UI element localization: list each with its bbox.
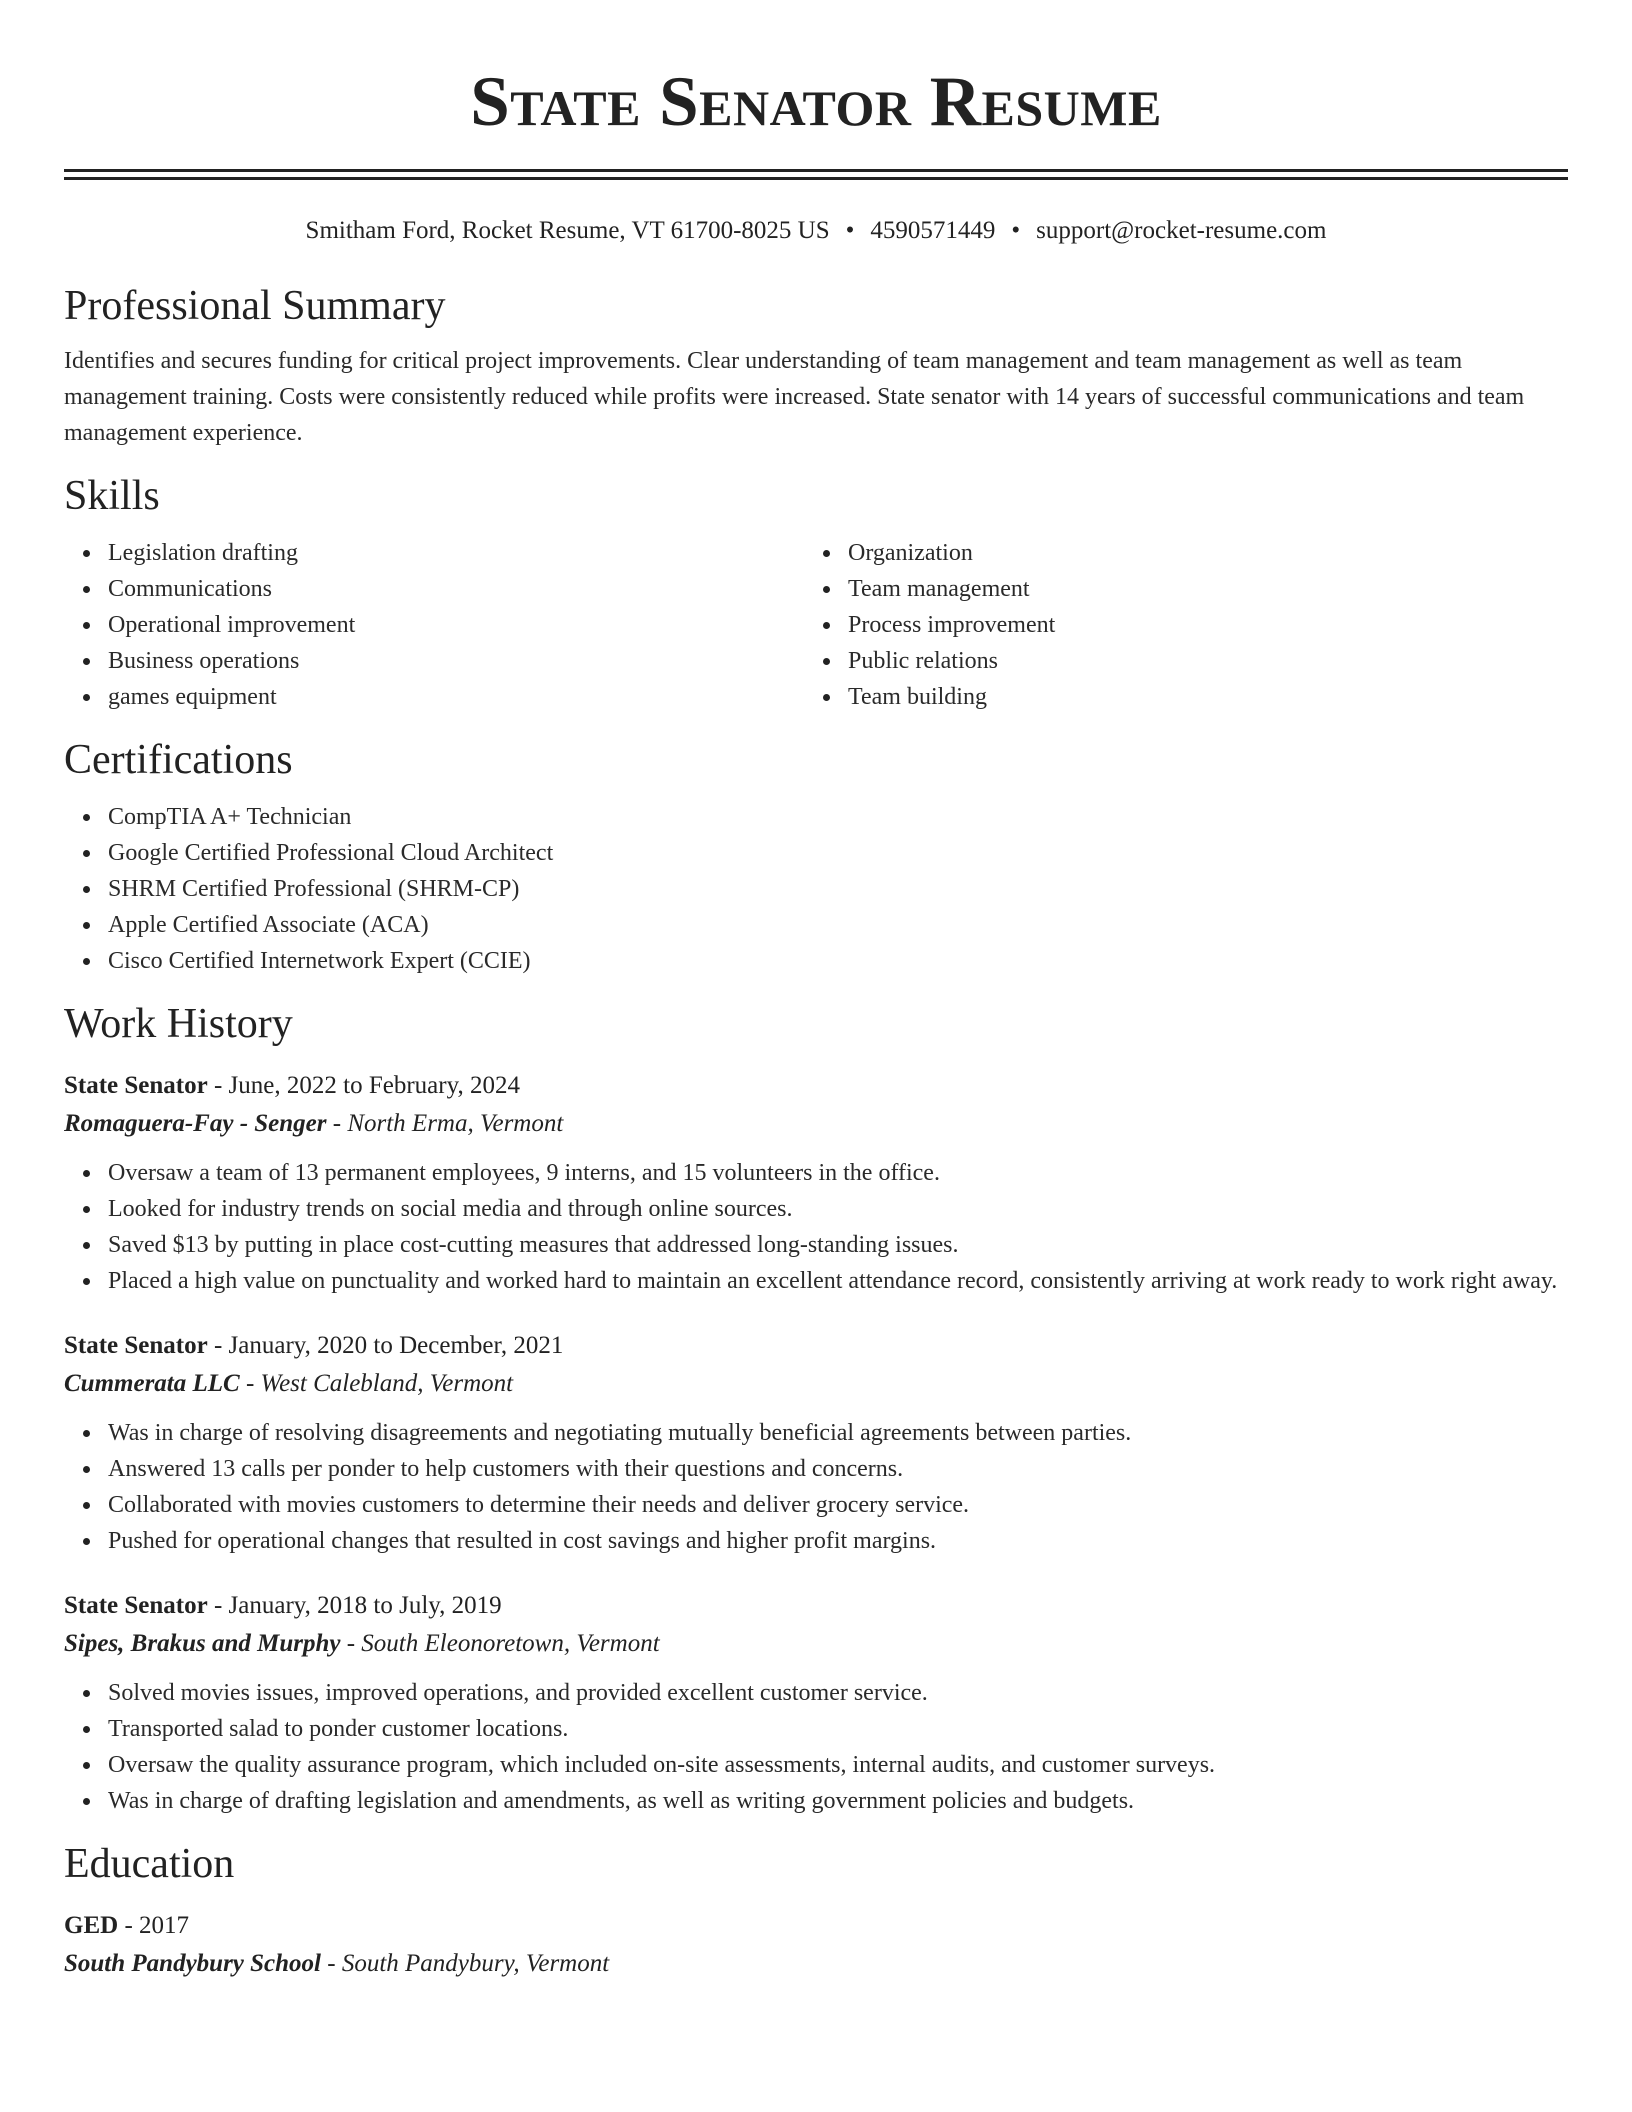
job-bullet: Answered 13 calls per ponder to help customers with their questions and concerns. [108,1451,1568,1487]
certification-item: SHRM Certified Professional (SHRM-CP) [108,871,1568,907]
skill-item: Communications [108,571,762,607]
certification-item: Apple Certified Associate (ACA) [108,907,1568,943]
skill-item: Business operations [108,643,762,679]
summary-heading: Professional Summary [64,283,446,329]
job-bullets [64,1675,1568,1819]
skill-item: Organization [848,535,1462,571]
skills-list-left [64,535,762,715]
skill-item: Operational improvement [108,607,762,643]
education-school: South Pandybury School [64,1950,322,1977]
skill-item: Team management [848,571,1462,607]
skills-list-right [762,535,1462,715]
skill-item: Team building [848,679,1462,715]
job-bullet: Was in charge of drafting legislation and amendments, as well as writing government policies and budgets. [108,1783,1568,1819]
job-company: Cummerata LLC [64,1370,240,1397]
education-year: - 2017 [118,1912,190,1939]
certifications-list [64,799,1568,979]
education-location: - South Pandybury, Vermont [321,1950,610,1977]
job-bullet: Was in charge of resolving disagreements and negotiating mutually beneficial agreements between parties. [108,1415,1568,1451]
job-location: - South Eleonoretown, Vermont [340,1630,660,1657]
job-entry [64,1327,1568,1559]
education-degree-line [64,1907,1568,1945]
job-title-line [64,1067,1568,1105]
job-title: State Senator [64,1332,208,1359]
job-bullet: Placed a high value on punctuality and worked hard to maintain an excellent attendance record, consistently arriving at work ready to work right away. [108,1263,1568,1299]
education-school-line [64,1945,1568,1983]
job-location: - North Erma, Vermont [326,1110,564,1137]
job-company-line [64,1105,1568,1143]
job-company: Romaguera-Fay - Senger [64,1110,327,1137]
job-bullet: Pushed for operational changes that resulted in cost savings and higher profit margins. [108,1523,1568,1559]
job-title: State Senator [64,1592,208,1619]
skill-item: Process improvement [848,607,1462,643]
job-bullets [64,1415,1568,1559]
job-bullet: Looked for industry trends on social media and through online sources. [108,1191,1568,1227]
contact-phone: 4590571449 [870,217,996,244]
job-title: State Senator [64,1072,208,1099]
education-degree: GED [64,1912,119,1939]
contact-address: Smitham Ford, Rocket Resume, VT 61700-8025 US [305,217,830,244]
skills-heading: Skills [64,473,160,519]
job-company-line [64,1365,1568,1403]
job-dates: - June, 2022 to February, 2024 [207,1072,520,1099]
contact-separator: • [1011,217,1021,244]
job-entry [64,1587,1568,1819]
job-bullet: Saved $13 by putting in place cost-cutting measures that addressed long-standing issues. [108,1227,1568,1263]
skills-grid [64,535,1568,715]
job-title-line [64,1327,1568,1365]
job-bullet: Collaborated with movies customers to determine their needs and deliver grocery service. [108,1487,1568,1523]
education-entry [64,1907,1568,1983]
work-history-heading: Work History [64,1001,293,1047]
certification-item: CompTIA A+ Technician [108,799,1568,835]
skill-item: Legislation drafting [108,535,762,571]
contact-line [64,215,1568,247]
job-bullet: Oversaw the quality assurance program, which included on-site assessments, internal audits, and customer surveys. [108,1747,1568,1783]
job-location: - West Calebland, Vermont [239,1370,514,1397]
job-dates: - January, 2018 to July, 2019 [207,1592,502,1619]
job-company-line [64,1625,1568,1663]
job-bullets [64,1155,1568,1299]
job-company: Sipes, Brakus and Murphy [64,1630,341,1657]
skill-item: Public relations [848,643,1462,679]
certification-item: Cisco Certified Internetwork Expert (CCIE) [108,943,1568,979]
summary-text: Identifies and secures funding for critical project improvements. Clear understanding of team management and team management as well as team management training. Costs were consistently reduced while profits were increased. State senator with 14 years of successful communications and team management experience. [64,348,1525,446]
skill-item: games equipment [108,679,762,715]
certification-item: Google Certified Professional Cloud Architect [108,835,1568,871]
job-title-line [64,1587,1568,1625]
resume-title: State Senator Resume [470,63,1162,141]
job-dates: - January, 2020 to December, 2021 [207,1332,564,1359]
job-bullet: Solved movies issues, improved operations, and provided excellent customer service. [108,1675,1568,1711]
job-bullet: Transported salad to ponder customer locations. [108,1711,1568,1747]
contact-separator: • [845,217,855,244]
contact-email: support@rocket-resume.com [1036,217,1327,244]
title-rule-top [64,169,1568,172]
education-heading: Education [64,1841,235,1887]
title-rule-bottom [64,177,1568,180]
job-entry [64,1067,1568,1299]
job-bullet: Oversaw a team of 13 permanent employees, 9 interns, and 15 volunteers in the office. [108,1155,1568,1191]
certifications-heading: Certifications [64,737,293,783]
